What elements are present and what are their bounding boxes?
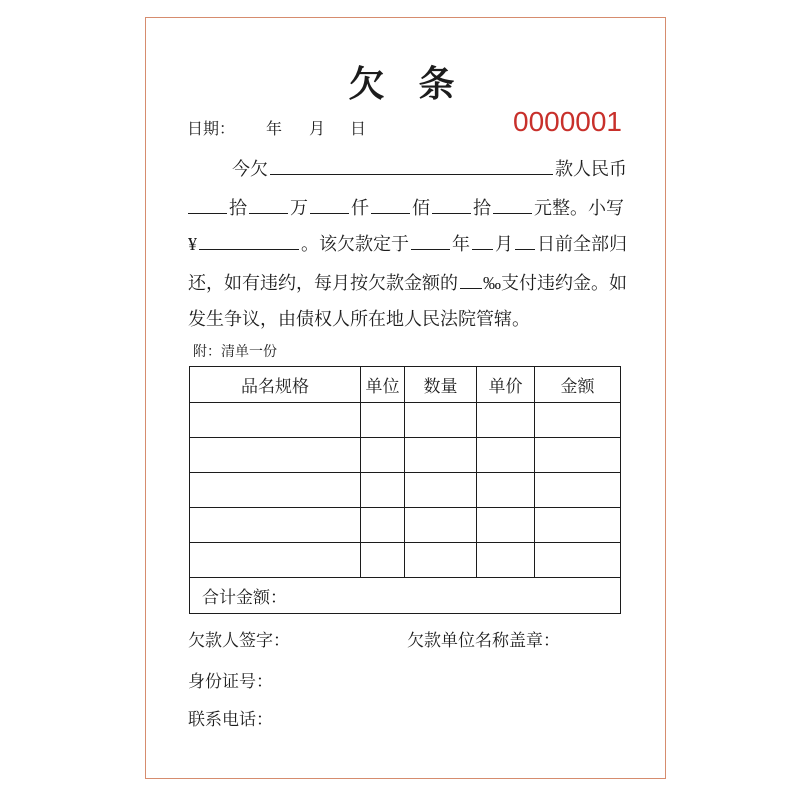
- id-number-label: 身份证号：: [188, 672, 273, 692]
- repay-text: 日前全部归: [537, 234, 627, 255]
- table-cell: [535, 543, 621, 578]
- attachment-note: 附：清单一份: [193, 344, 277, 360]
- table-cell: [405, 403, 477, 438]
- amount-unit-3: 仟: [351, 198, 369, 219]
- table-cell: [361, 403, 405, 438]
- date-month-unit: 月: [309, 119, 326, 138]
- phone-label: 联系电话：: [188, 710, 273, 730]
- amount-unit-5: 拾: [473, 198, 491, 219]
- date-label: 日期：: [187, 119, 236, 138]
- body-line-4: [188, 271, 627, 296]
- amount-blank-6: [493, 197, 532, 214]
- creditor-blank: [270, 158, 553, 175]
- table-total-row: [190, 578, 621, 614]
- table-cell: [477, 473, 535, 508]
- table-cell: [477, 403, 535, 438]
- amount-blank-2: [249, 197, 288, 214]
- amount-blank-1: [188, 197, 227, 214]
- table-cell: [535, 403, 621, 438]
- date-year-unit: 年: [266, 119, 283, 138]
- header-quantity: 数量: [405, 367, 477, 403]
- header-amount: 金额: [535, 367, 621, 403]
- penalty-suffix-text: 支付违约金。如: [501, 273, 627, 294]
- table-cell: [535, 473, 621, 508]
- amount-blank-4: [371, 197, 410, 214]
- due-year-unit: 年: [452, 234, 470, 255]
- table-row: [190, 473, 621, 508]
- table-cell: [361, 508, 405, 543]
- table-cell: [190, 508, 361, 543]
- penalty-text: 还，如有违约，每月按欠款金额的: [188, 273, 458, 294]
- serial-number: 0000001: [513, 106, 623, 137]
- header-unit-price: 单价: [477, 367, 535, 403]
- table-row: [190, 543, 621, 578]
- header-item-spec: 品名规格: [190, 367, 361, 403]
- table-cell: [190, 473, 361, 508]
- table-cell: [477, 508, 535, 543]
- rmb-amount-text: 款人民币: [555, 159, 627, 180]
- body-line-3: [188, 232, 627, 257]
- table-cell: [190, 438, 361, 473]
- body-line-2: [188, 197, 624, 221]
- table-cell: [477, 543, 535, 578]
- penalty-rate-blank: [460, 272, 482, 289]
- table-cell: [361, 473, 405, 508]
- table-cell: [361, 438, 405, 473]
- body-line-5: [188, 308, 530, 332]
- form-title: 欠条: [348, 63, 489, 105]
- amount-suffix-text: 元整。小写: [534, 198, 624, 219]
- table-cell: [477, 438, 535, 473]
- table-cell: [190, 543, 361, 578]
- yen-symbol: ¥: [188, 234, 197, 254]
- amount-blank-5: [432, 197, 471, 214]
- table-cell: [405, 438, 477, 473]
- amount-unit-1: 拾: [229, 198, 247, 219]
- table-row: [190, 403, 621, 438]
- amount-blank-3: [310, 197, 349, 214]
- due-day-blank: [515, 233, 535, 250]
- permille-sign: ‰: [483, 273, 501, 293]
- date-day-unit: 日: [350, 119, 367, 138]
- table-header-row: [190, 367, 621, 403]
- owe-prefix-text: 今欠: [232, 159, 268, 180]
- total-amount-label: 合计金额：: [190, 578, 621, 614]
- items-table: [189, 366, 621, 614]
- amount-unit-2: 万: [290, 198, 308, 219]
- due-text: 。该欠款定于: [301, 234, 409, 255]
- numeric-amount-blank: [199, 233, 299, 250]
- table-cell: [535, 508, 621, 543]
- due-year-blank: [411, 233, 450, 250]
- due-month-blank: [472, 233, 493, 250]
- debtor-unit-seal-label: 欠款单位名称盖章：: [407, 631, 560, 651]
- table-cell: [535, 438, 621, 473]
- table-row: [190, 508, 621, 543]
- body-line-1: [188, 158, 627, 182]
- table-cell: [405, 543, 477, 578]
- due-month-unit: 月: [495, 234, 513, 255]
- table-cell: [361, 543, 405, 578]
- debtor-signature-label: 欠款人签字：: [188, 631, 290, 651]
- header-unit: 单位: [361, 367, 405, 403]
- table-cell: [190, 403, 361, 438]
- table-row: [190, 438, 621, 473]
- table-cell: [405, 473, 477, 508]
- jurisdiction-text: 发生争议，由债权人所在地人民法院管辖。: [188, 309, 530, 330]
- table-cell: [405, 508, 477, 543]
- amount-unit-4: 佰: [412, 198, 430, 219]
